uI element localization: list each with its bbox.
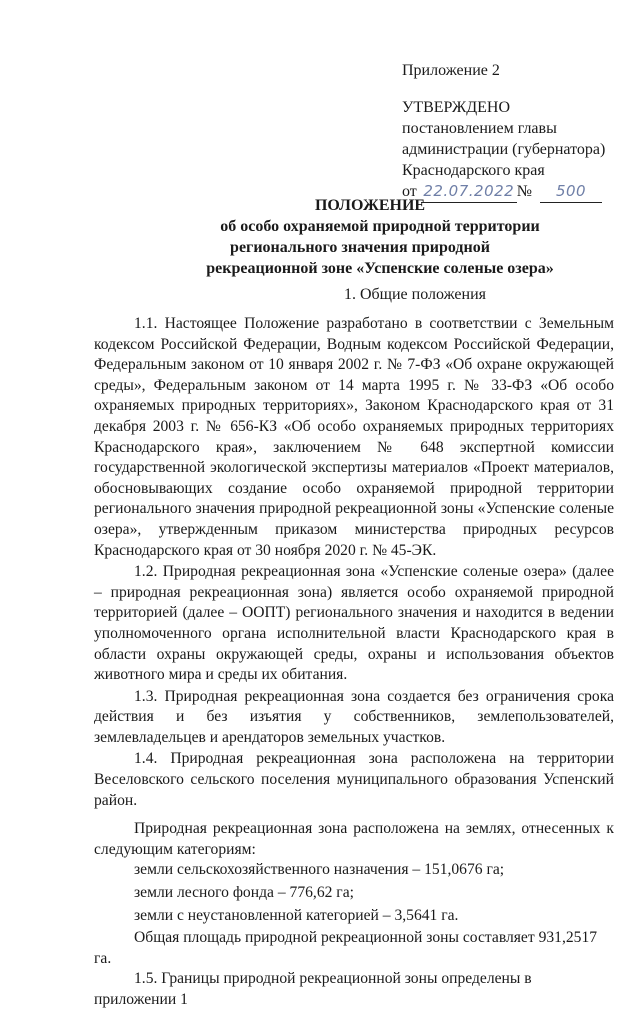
approved-label: УТВЕРЖДЕНО: [402, 99, 511, 116]
paragraph-1-5: 1.5. Границы природной рекреационной зоны определены в приложении 1: [94, 970, 532, 1008]
approval-line: Краснодарского края: [402, 162, 545, 179]
handwritten-number: 500: [540, 181, 602, 203]
paragraph-lands: Природная рекреационная зона расположена на землях, отнесенных к следующим категориям:: [94, 820, 614, 858]
approval-line: постановлением главы: [402, 120, 557, 137]
date-prefix: от: [402, 183, 417, 200]
title-line: рекреационной зоне «Успенские соленые озера»: [206, 260, 554, 277]
title-line: ПОЛОЖЕНИЕ: [314, 197, 426, 214]
paragraph-1-1: 1.1. Настоящее Положение разработано в соответствии с Земельным кодексом Российской Федерации, Водным кодексом Российской Федерации, Федеральным законом от 10 января 2002 г. № 7-ФЗ «Об охране окружающей среды», Федеральным законом от 14 марта 1995 г. № 33-ФЗ «Об особо охраняемых природных территориях», Законом Краснодарского края от 31 декабря 2003 г. № 656-КЗ «Об особо охраняемых природных территориях Краснодарского края», заключением № 648 экспертной комиссии государственной экологической экспертизы материалов «Проект материалов, обосновывающих создание особо охраняемой природной территории регионального значения природной рекреационной зоны «Успенские соленые озера», утвержденным приказом министерства природных ресурсов Краснодарского края от 30 ноября 2020 г. № 45-ЭК.: [94, 315, 614, 559]
title-line: регионального значения природной: [230, 239, 490, 256]
land-category-item: земли с неустановленной категорией – 3,5641 га.: [134, 906, 459, 924]
approval-block: [402, 60, 632, 203]
paragraph-1-2: 1.2. Природная рекреационная зона «Успенские соленые озера» (далее – природная рекреационная зона) является особо охраняемой природной территорией (далее – ООПТ) регионального значения и находится в ведении уполномоченного органа исполнительной власти Краснодарского края в области охраны окружающей среды, охраны и использования объектов животного мира и среды их обитания.: [94, 563, 614, 684]
land-category-item: земли сельскохозяйственного назначения – 151,0676 га;: [134, 861, 505, 879]
paragraph-total-area: Общая площадь природной рекреационной зоны составляет 931,2517 га.: [94, 929, 598, 967]
section-heading: 1. Общие положения: [343, 286, 487, 303]
number-prefix: №: [516, 183, 533, 200]
approval-line: администрации (губернатора): [402, 141, 606, 158]
handwritten-date: 22.07.2022: [421, 181, 517, 203]
paragraph-1-4: 1.4. Природная рекреационная зона расположена на территории Веселовского сельского поселения муниципального образования Успенский район.: [94, 750, 614, 809]
appendix-label: Приложение 2: [402, 62, 500, 79]
document-body: [94, 314, 614, 1011]
title-line: об особо охраняемой природной территории: [220, 218, 540, 235]
land-category-item: земли лесного фонда – 776,62 га;: [134, 884, 354, 902]
paragraph-1-3: 1.3. Природная рекреационная зона создается без ограничения срока действия и без изъятия у собственников, землепользователей, землевладельцев и арендаторов земельных участков.: [94, 687, 614, 746]
document-title: [0, 195, 640, 279]
